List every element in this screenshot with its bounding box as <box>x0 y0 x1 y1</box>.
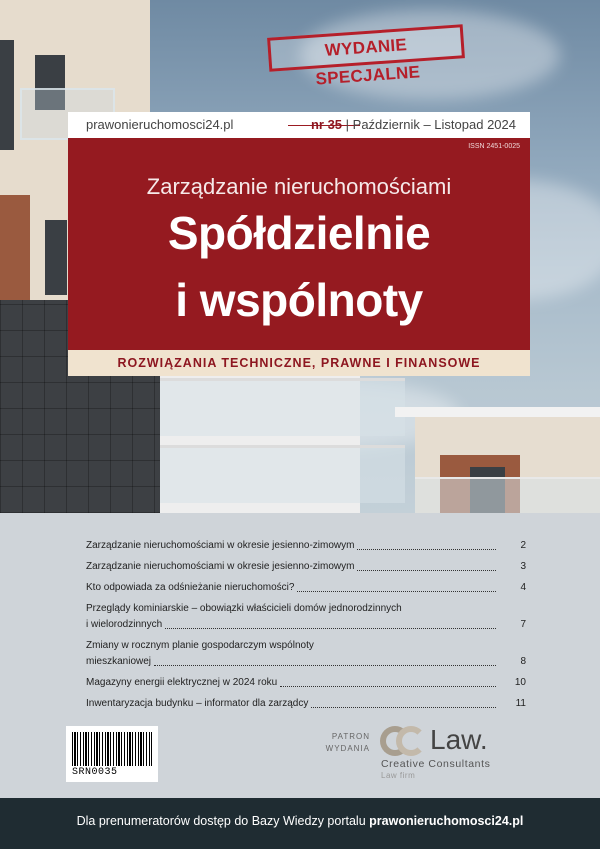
window <box>45 220 67 295</box>
patron-logo-sub: Law firm <box>381 771 416 780</box>
toc-page: 3 <box>520 561 526 572</box>
roof-slab <box>395 407 600 417</box>
footer-message: Dla prenumeratorów dostęp do Bazy Wiedzy portalu <box>76 814 370 828</box>
toc-title: Magazyny energii elektrycznej w 2024 roku <box>86 677 278 688</box>
footer-bar <box>0 798 600 849</box>
toc-item[interactable] <box>86 538 526 554</box>
brick-wall <box>0 195 30 300</box>
special-edition-stamp: WYDANIE SPECJALNE <box>267 24 465 72</box>
dot-leader <box>357 549 496 550</box>
patron-label <box>318 731 370 755</box>
footer-text <box>0 814 600 828</box>
balcony-railing <box>415 477 600 513</box>
toc-item[interactable] <box>86 696 526 712</box>
toc-title: Inwentaryzacja budynku – informator dla zarządcy <box>86 698 309 709</box>
dot-leader <box>311 707 496 708</box>
toc-page: 8 <box>520 656 526 667</box>
dot-leader <box>280 686 496 687</box>
patron-label-line2: WYDANIA <box>325 744 370 753</box>
toc-page: 7 <box>520 619 526 630</box>
footer-link[interactable]: prawonieruchomosci24.pl <box>369 814 524 828</box>
issue-info <box>311 117 516 132</box>
title-panel <box>68 112 530 376</box>
patron-logo-word: Law. <box>430 724 488 755</box>
toc-item[interactable] <box>86 601 526 633</box>
toc-item[interactable] <box>86 559 526 575</box>
barcode <box>66 726 158 782</box>
magazine-subtitle: Zarządzanie nieruchomościami <box>146 174 452 199</box>
dot-leader <box>357 570 496 571</box>
magazine-title-line2: i wspólnoty <box>175 274 423 326</box>
tagline-bar <box>68 350 530 376</box>
toc-item[interactable] <box>86 675 526 691</box>
toc-page: 4 <box>520 582 526 593</box>
cc-monogram-icon <box>380 726 426 756</box>
dot-leader <box>297 591 496 592</box>
tagline: ROZWIĄZANIA TECHNICZNE, PRAWNE I FINANSOWE <box>117 356 481 370</box>
dot-leader <box>154 665 496 666</box>
toc-page: 2 <box>520 540 526 551</box>
toc-title-first-line: Przeglądy kominiarskie – obowiązki właścicieli domów jednorodzinnych <box>86 603 402 614</box>
issue-date: Październik – Listopad 2024 <box>352 117 516 132</box>
patron-logo-name: Creative Consultants <box>381 758 491 770</box>
issn: ISSN 2451-0025 <box>468 143 520 150</box>
issue-separator: | <box>342 117 353 132</box>
toc-item[interactable] <box>86 580 526 596</box>
balcony-railing <box>145 445 405 503</box>
patron-label-line1: PATRON <box>331 732 370 741</box>
issue-number: nr 35 <box>310 117 343 132</box>
toc-title: mieszkaniowej <box>86 656 152 667</box>
logo-c-shape <box>396 726 426 756</box>
barcode-number: SRN0035 <box>72 767 118 778</box>
toc-title: Zarządzanie nieruchomościami w okresie jesienno-zimowym <box>86 540 355 551</box>
issue-bar <box>68 112 530 138</box>
barcode-bars-icon <box>72 732 152 766</box>
table-of-contents <box>86 538 526 717</box>
toc-page: 11 <box>515 698 526 709</box>
toc-item[interactable] <box>86 638 526 670</box>
toc-title: Zarządzanie nieruchomościami w okresie jesienno-zimowym <box>86 561 355 572</box>
toc-page: 10 <box>514 677 526 688</box>
magazine-title-line1: Spółdzielnie <box>167 207 431 259</box>
window <box>0 40 14 150</box>
building-right <box>415 415 600 513</box>
title-block <box>68 138 530 350</box>
site-url[interactable]: prawonieruchomosci24.pl <box>86 117 234 132</box>
toc-title-first-line: Zmiany w rocznym planie gospodarczym wspólnoty <box>86 640 314 651</box>
balcony-railing <box>145 378 405 436</box>
toc-title: i wielorodzinnych <box>86 619 163 630</box>
dot-leader <box>165 628 496 629</box>
toc-title: Kto odpowiada za odśnieżanie nieruchomości? <box>86 582 295 593</box>
